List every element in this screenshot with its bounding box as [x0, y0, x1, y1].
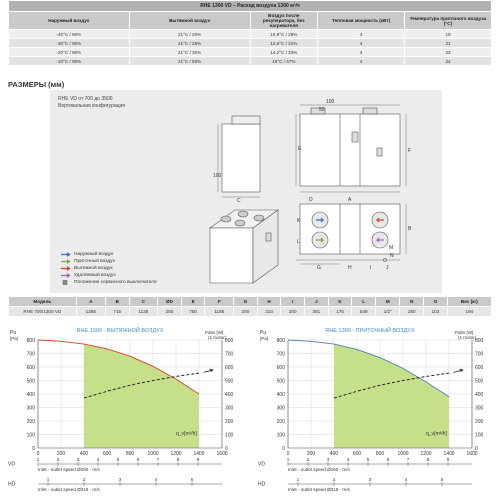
dimensions-table [8, 296, 492, 317]
y2-tick-label: 100 [225, 432, 234, 439]
speed-tick-label: 4 [96, 457, 100, 462]
cell: 194 [447, 307, 491, 317]
col-c: C [129, 297, 158, 307]
x-tick-label: 200 [56, 451, 66, 457]
y-tick-label: 400 [26, 391, 35, 398]
speed-tick-label: 3 [118, 477, 122, 482]
speed-tick-label: 6 [386, 457, 390, 462]
speed-tick-label: 5 [366, 457, 370, 462]
legend-label: Удаляемый воздух [74, 273, 116, 278]
arrow-green-icon [61, 259, 71, 264]
cell: 12,6°С / 31% [250, 39, 318, 48]
dim-label-k: K [297, 218, 301, 224]
power-arrow-icon [454, 369, 463, 372]
cell: 103 [424, 307, 448, 317]
speed-tick-label: 7 [406, 457, 410, 462]
cell: 250 [158, 307, 182, 317]
hd-label: HD [8, 481, 16, 488]
speed-tick-label: 9 [446, 457, 450, 462]
y-axis-unit: [Pa] [10, 336, 19, 341]
dimensions-header-row [9, 297, 492, 307]
dim-label-100: 100 [326, 99, 335, 105]
y2-tick-label: 0 [475, 445, 478, 452]
y-tick-label: 300 [26, 405, 35, 412]
col-weight: Вес (кг) [447, 297, 491, 307]
dim-label-j: J [386, 265, 389, 271]
dim-label-m: M [389, 245, 394, 251]
col-i: I [281, 297, 305, 307]
y2-tick-label: 500 [225, 378, 234, 385]
y-tick-label: 800 [276, 337, 285, 344]
cell: 200 [234, 307, 258, 317]
drawing-caption-config: Вертикальная конфигурация [58, 103, 125, 109]
legend-label: Наружный воздух [74, 252, 114, 257]
speed-250-label: Inlet - outlet speed Ø250 - m/s [288, 467, 350, 472]
chart-title: RHE 1300 - ПРИТОЧНЫЙ ВОЗДУХ [325, 328, 415, 334]
dim-label-c: C [237, 198, 241, 204]
x-tick-label: 600 [352, 451, 362, 457]
speed-tick-label: 6 [136, 457, 140, 462]
speed-tick-label: 4 [346, 457, 350, 462]
y-axis-label: Pu [260, 330, 267, 336]
legend-outdoor-air [61, 252, 113, 257]
switch-square-icon [61, 280, 71, 285]
x-tick-label: 1600 [216, 451, 228, 457]
cell: 14,2°С / 33% [250, 48, 318, 57]
cell: 1125 [129, 307, 158, 317]
y-tick-label: 200 [26, 418, 35, 425]
speed-tick-label: 4 [404, 477, 408, 482]
legend-removed-air [61, 273, 116, 278]
y2-tick-label: 100 [475, 432, 484, 439]
legend-label: Положение сервисного выключателя [74, 280, 157, 285]
y-tick-label: 0 [32, 445, 35, 452]
cell: 4 [318, 48, 405, 57]
y2-tick-label: 200 [225, 418, 234, 425]
y2-axis-label: Pabs [W] [205, 330, 224, 335]
dim-label-50: 50 [319, 107, 325, 113]
y-tick-label: 100 [26, 432, 35, 439]
cell: 21°С / 50% [129, 57, 250, 66]
y2-tick-label: 300 [475, 405, 484, 412]
dim-label-n: N [390, 253, 394, 259]
y2-tick-label: 800 [225, 337, 234, 344]
dim-label-e: E [298, 146, 302, 152]
dim-label-b: B [408, 226, 412, 232]
chart-title: RHE 1300 - ВЫТЯЖНОЙ ВОЗДУХ [76, 328, 164, 334]
performance-title: RHE 1300 VD – Расход воздуха 1300 м³/ч [9, 1, 492, 12]
y2-axis-note: (1 motor) [208, 335, 227, 340]
y-tick-label: 400 [276, 391, 285, 398]
speed-250-label: Inlet - outlet speed Ø250 - m/s [38, 467, 100, 472]
speed-tick-label: 3 [326, 457, 330, 462]
speed-tick-label: 1 [46, 477, 50, 482]
y-tick-label: 500 [276, 378, 285, 385]
cell: 1185 [205, 307, 234, 317]
cell: 21°С / 20% [129, 30, 250, 39]
x-tick-label: 600 [102, 451, 112, 457]
y-tick-label: 700 [276, 351, 285, 358]
arrow-blue-icon [61, 252, 71, 257]
table-row [9, 307, 492, 317]
legend-label: Приточный воздух [74, 259, 115, 264]
y2-tick-label: 300 [225, 405, 234, 412]
y-tick-label: 200 [276, 418, 285, 425]
dim-label-i: I [370, 265, 372, 271]
speed-tick-label: 3 [368, 477, 372, 482]
speed-tick-label: 9 [196, 457, 200, 462]
speed-tick-label: 1 [286, 457, 290, 462]
col-outdoor-air: Наружный воздух [9, 12, 130, 30]
speed-315-label: Inlet - outlet speed Ø315 - m/s [288, 487, 350, 492]
y2-tick-label: 500 [475, 378, 484, 385]
y-axis-unit: [Pa] [260, 336, 269, 341]
cell: 310 [257, 307, 281, 317]
dim-label-a: A [348, 197, 352, 203]
arrow-purple-icon [61, 273, 71, 278]
dim-label-o: O [383, 258, 387, 264]
x-tick-label: 400 [79, 451, 89, 457]
hd-label: HD [258, 481, 266, 488]
x-tick-label: 1400 [443, 451, 455, 457]
x-tick-label: 800 [125, 451, 135, 457]
y-tick-label: 500 [26, 378, 35, 385]
vd-label: VD [8, 461, 15, 468]
speed-tick-label: 5 [440, 477, 444, 482]
col-exhaust-air: Вытяжной воздух [129, 12, 250, 30]
cell: 23 [405, 48, 492, 57]
y2-tick-label: 0 [225, 445, 228, 452]
col-k: K [328, 297, 352, 307]
speed-tick-label: 1 [36, 457, 40, 462]
col-air-after-recuperator: Воздух после рекуператора, без нагревателя [250, 12, 318, 30]
dim-label-100-side: 100 [213, 173, 222, 179]
y-tick-label: 600 [276, 364, 285, 371]
y-tick-label: 600 [26, 364, 35, 371]
speed-tick-label: 2 [332, 477, 336, 482]
cell: 21°С / 30% [129, 48, 250, 57]
cell: 175 [328, 307, 352, 317]
cell: 4 [318, 57, 405, 66]
speed-tick-label: 2 [306, 457, 310, 462]
chart-supply-air [250, 322, 500, 500]
x-tick-label: 1400 [193, 451, 205, 457]
y2-tick-label: 600 [225, 364, 234, 371]
x-tick-label: 0 [36, 451, 40, 457]
speed-tick-label: 3 [76, 457, 80, 462]
speed-315-label: Inlet - outlet speed Ø315 - m/s [38, 487, 100, 492]
power-arrow-icon [204, 369, 213, 372]
x-tick-label: 1200 [170, 451, 182, 457]
cell: -40°С / 80% [9, 30, 130, 39]
x-tick-label: 1000 [397, 451, 409, 457]
cell: 4 [318, 30, 405, 39]
x-tick-label: 400 [329, 451, 339, 457]
drawing-caption-range: RHE VD от 700 до 3500 [58, 96, 113, 102]
cell: -20°С / 80% [9, 48, 130, 57]
col-heat-power: Тепловая мощность (кВт) [318, 12, 405, 30]
speed-tick-label: 1 [296, 477, 300, 482]
cell: RHE 700/1300 VD [9, 307, 77, 317]
cell: 715 [105, 307, 129, 317]
y2-tick-label: 400 [475, 391, 484, 398]
cell: 250 [400, 307, 424, 317]
x-tick-label: 1200 [420, 451, 432, 457]
col-d: ØD [158, 297, 182, 307]
cell: -30°С / 80% [9, 39, 130, 48]
y-tick-label: 100 [276, 432, 285, 439]
x-axis-label: q_v[m³/h] [426, 431, 447, 438]
cell: 21°С / 25% [129, 39, 250, 48]
col-n: N [400, 297, 424, 307]
cell: 19 [405, 30, 492, 39]
cell: 1285 [76, 307, 105, 317]
cell: 4 [318, 39, 405, 48]
y2-axis-note: (1 motor) [458, 335, 477, 340]
y2-tick-label: 400 [225, 391, 234, 398]
cell: 10,9°С / 28% [250, 30, 318, 39]
cell: 15°С / 47% [250, 57, 318, 66]
y-tick-label: 800 [26, 337, 35, 344]
cell: 549 [352, 307, 376, 317]
x-tick-label: 1000 [147, 451, 159, 457]
y2-axis-label: Pabs [W] [455, 330, 474, 335]
cell: 750 [181, 307, 205, 317]
col-j: J [305, 297, 329, 307]
arrow-red-icon [61, 266, 71, 271]
dim-label-f: F [408, 148, 412, 154]
y2-tick-label: 700 [225, 351, 234, 358]
dim-label-h: H [348, 265, 352, 271]
y-tick-label: 0 [282, 445, 285, 452]
legend-label: Вытяжной воздух [74, 266, 113, 271]
y-tick-label: 700 [26, 351, 35, 358]
col-h: H [257, 297, 281, 307]
legend-exhaust-air [61, 266, 113, 271]
section-title-dimensions: РАЗМЕРЫ (мм) [8, 80, 65, 89]
x-axis-label: q_v[m³/h] [176, 431, 197, 438]
y-tick-label: 300 [276, 405, 285, 412]
col-model: Модель [9, 297, 77, 307]
iso-front [210, 228, 253, 283]
speed-tick-label: 5 [116, 457, 120, 462]
cell: 351 [305, 307, 329, 317]
dim-label-g: G [317, 265, 321, 271]
y2-tick-label: 800 [475, 337, 484, 344]
speed-tick-label: 4 [154, 477, 158, 482]
cell: 21 [405, 39, 492, 48]
col-m: M [376, 297, 400, 307]
side-view-top [232, 116, 260, 124]
dim-label-l: L [297, 239, 300, 245]
cell: 1/2" [376, 307, 400, 317]
vd-label: VD [258, 461, 265, 468]
y2-tick-label: 700 [475, 351, 484, 358]
col-f: F [205, 297, 234, 307]
x-tick-label: 800 [375, 451, 385, 457]
y2-tick-label: 600 [475, 364, 484, 371]
cell: 200 [281, 307, 305, 317]
col-e: E [181, 297, 205, 307]
speed-tick-label: 8 [426, 457, 430, 462]
cell: -10°С / 90% [9, 57, 130, 66]
col-b: B [105, 297, 129, 307]
speed-tick-label: 8 [176, 457, 180, 462]
col-l: L [352, 297, 376, 307]
legend-service-switch [61, 280, 157, 285]
speed-tick-label: 7 [156, 457, 160, 462]
col-o: O [424, 297, 448, 307]
col-g: G [234, 297, 258, 307]
speed-tick-label: 5 [190, 477, 194, 482]
y-axis-label: Pu [10, 330, 17, 336]
col-supply-temp: Температура приточного воздуха (°С) [405, 12, 492, 30]
cell: 24 [405, 57, 492, 66]
chart-exhaust-air [0, 322, 250, 500]
x-tick-label: 200 [306, 451, 316, 457]
dim-label-d: D [309, 197, 313, 203]
col-a: A [76, 297, 105, 307]
x-tick-label: 0 [286, 451, 290, 457]
front-view-body [300, 114, 400, 186]
speed-tick-label: 2 [56, 457, 60, 462]
y2-tick-label: 200 [475, 418, 484, 425]
side-view-body [222, 124, 260, 192]
legend-supply-air [61, 259, 115, 264]
x-tick-label: 1600 [466, 451, 478, 457]
speed-tick-label: 2 [82, 477, 86, 482]
